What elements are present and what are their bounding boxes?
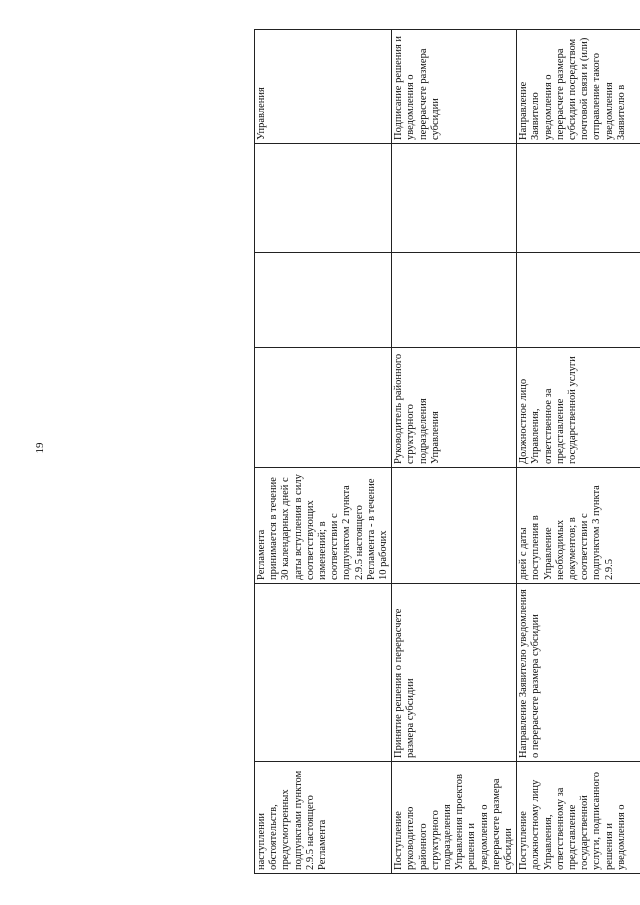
table-cell: Управления (255, 30, 392, 144)
table-cell: Поступление руководителю районного структурного подразделения Управления проектов решения и уведомления о перерасчете размера субсидии (392, 762, 517, 874)
page-number: 19 (34, 442, 46, 454)
table-cell: Регламента принимается в течение 30 календарных дней с даты вступления в силу соответствующих изменений; в соответствии с подпунктом 2 пункта 2.9.5 настоящего Регламента - в течение 10 рабочих (255, 468, 392, 584)
rotated-table-wrapper (254, 30, 627, 874)
table-cell (392, 253, 517, 348)
table-cell: Должностное лицо Управления, ответственное за представление государственной услуги (517, 348, 640, 468)
table-cell: Направление Заявителю уведомления о перерасчете размера субсидии посредством почтовой связи и (или) отправление такого уведомления Заявителю в (517, 30, 640, 144)
table-cell (392, 468, 517, 584)
table-cell: Подписание решения и уведомления о перерасчете размера субсидии (392, 30, 517, 144)
table-row (255, 30, 392, 874)
table-cell (255, 348, 392, 468)
table-cell (392, 144, 517, 253)
table-cell: Поступление должностному лицу Управления, ответственному за представление государственной услуги, подписанного решения и уведомления о (517, 762, 640, 874)
table-cell (255, 584, 392, 762)
table-cell: дней с даты поступления в Управление необходимых документов; в соответствии с подпунктом 3 пункта 2.9.5 (517, 468, 640, 584)
table-cell (517, 253, 640, 348)
table-cell: Руководитель районного структурного подразделения Управления (392, 348, 517, 468)
procedure-table (254, 29, 640, 874)
table-cell (255, 253, 392, 348)
table-cell (255, 144, 392, 253)
table-row (517, 30, 640, 874)
table-row (392, 30, 517, 874)
table-cell: наступлении обстоятельств, предусмотренных подпунктами пунктом 2.9.5 настоящего Регламента (255, 762, 392, 874)
table-cell: Направление Заявителю уведомления о перерасчете размера субсидии (517, 584, 640, 762)
table-cell (517, 144, 640, 253)
table-cell: Принятие решения о перерасчете размера субсидии (392, 584, 517, 762)
